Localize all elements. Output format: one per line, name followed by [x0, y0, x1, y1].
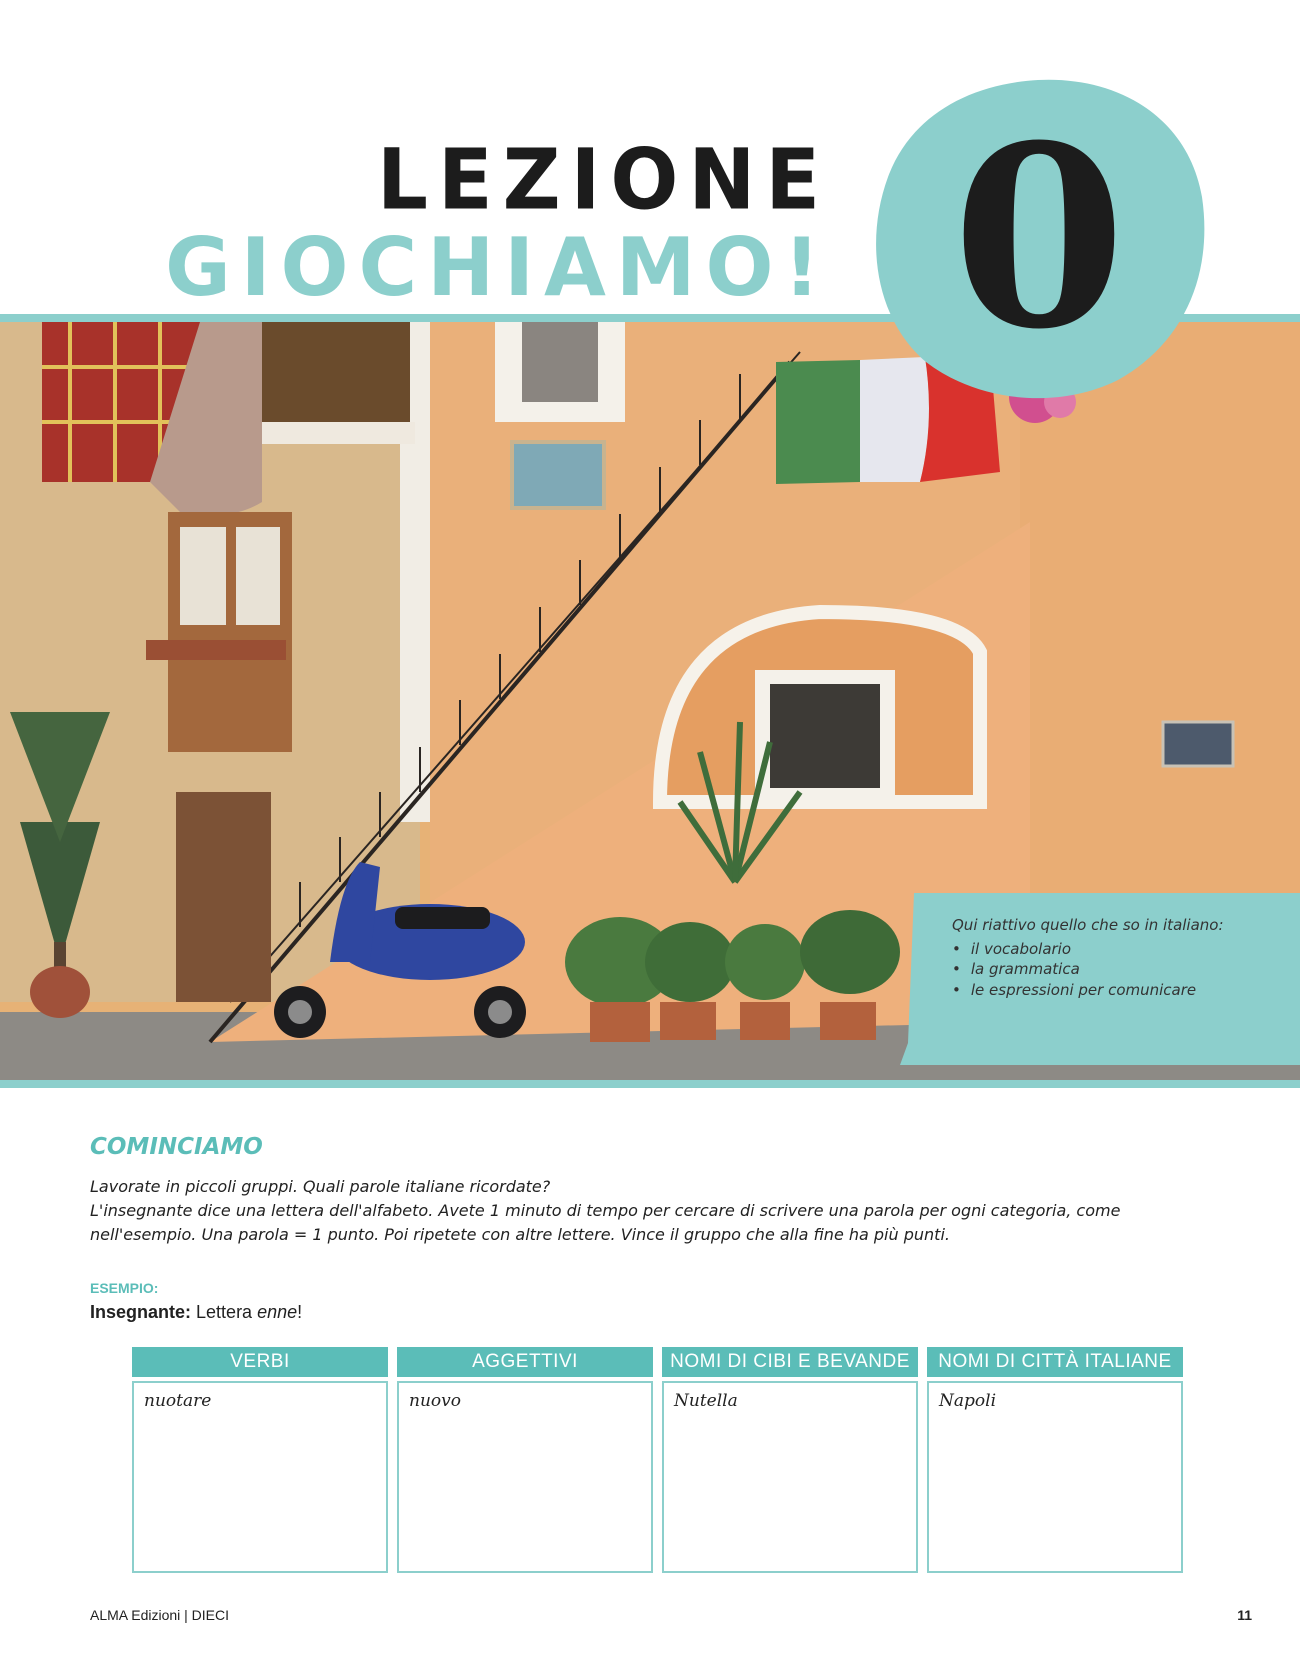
example-exclaim: ! [297, 1302, 303, 1322]
column-entry: nuovo [409, 1391, 461, 1411]
column-aggettivi [397, 1347, 653, 1573]
title-giochiamo: GIOCHIAMO! [165, 221, 830, 314]
objective-item: • le espressioni per comunicare [952, 980, 1282, 1001]
column-entry-box[interactable] [662, 1381, 918, 1573]
example-speaker: Insegnante: [90, 1302, 192, 1322]
column-citta [927, 1347, 1183, 1573]
column-entry-box[interactable] [397, 1381, 653, 1573]
instructions-line1: Lavorate in piccoli gruppi. Quali parole italiane ricordate? [90, 1177, 551, 1196]
lesson-number-badge [868, 72, 1210, 402]
title-lezione: LEZIONE [376, 130, 830, 229]
footer-publisher: ALMA Edizioni | DIECI [90, 1607, 230, 1623]
column-header: NOMI DI CITTÀ ITALIANE [927, 1347, 1183, 1377]
column-cibi-bevande [662, 1347, 918, 1573]
column-header: NOMI DI CIBI E BEVANDE [662, 1347, 918, 1377]
lesson-number: 0 [952, 90, 1126, 384]
column-entry-box[interactable] [927, 1381, 1183, 1573]
example-text: Lettera [196, 1302, 253, 1322]
objective-item: • la grammatica [952, 959, 1282, 980]
column-entry: Nutella [674, 1391, 738, 1411]
column-verbi [132, 1347, 388, 1573]
column-header: VERBI [132, 1347, 388, 1377]
example-line [90, 1302, 302, 1323]
column-entry: nuotare [144, 1391, 212, 1411]
objectives-intro: Qui riattivo quello che so in italiano: [952, 916, 1224, 934]
column-header: AGGETTIVI [397, 1347, 653, 1377]
column-entry-box[interactable] [132, 1381, 388, 1573]
lesson-title [165, 130, 830, 314]
example-label: ESEMPIO: [90, 1280, 159, 1296]
objectives-list [952, 939, 1282, 1001]
section-title: COMINCIAMO [90, 1134, 263, 1160]
instructions-line2: L'insegnante dice una lettera dell'alfabeto. Avete 1 minuto di tempo per cercare di scrivere una parola per ogni categoria, come nell'esempio. Una parola = 1 punto. Poi ripetete con altre lettere. Vince il gruppo che alla fine ha più punti. [90, 1201, 1121, 1244]
objective-item: • il vocabolario [952, 939, 1282, 960]
instructions [90, 1175, 1220, 1247]
photo-bottom-rule [0, 1080, 1300, 1088]
objectives-box [900, 893, 1300, 1065]
page-number: 11 [1237, 1607, 1252, 1623]
column-entry: Napoli [939, 1391, 997, 1411]
example-letter: enne [257, 1302, 298, 1322]
